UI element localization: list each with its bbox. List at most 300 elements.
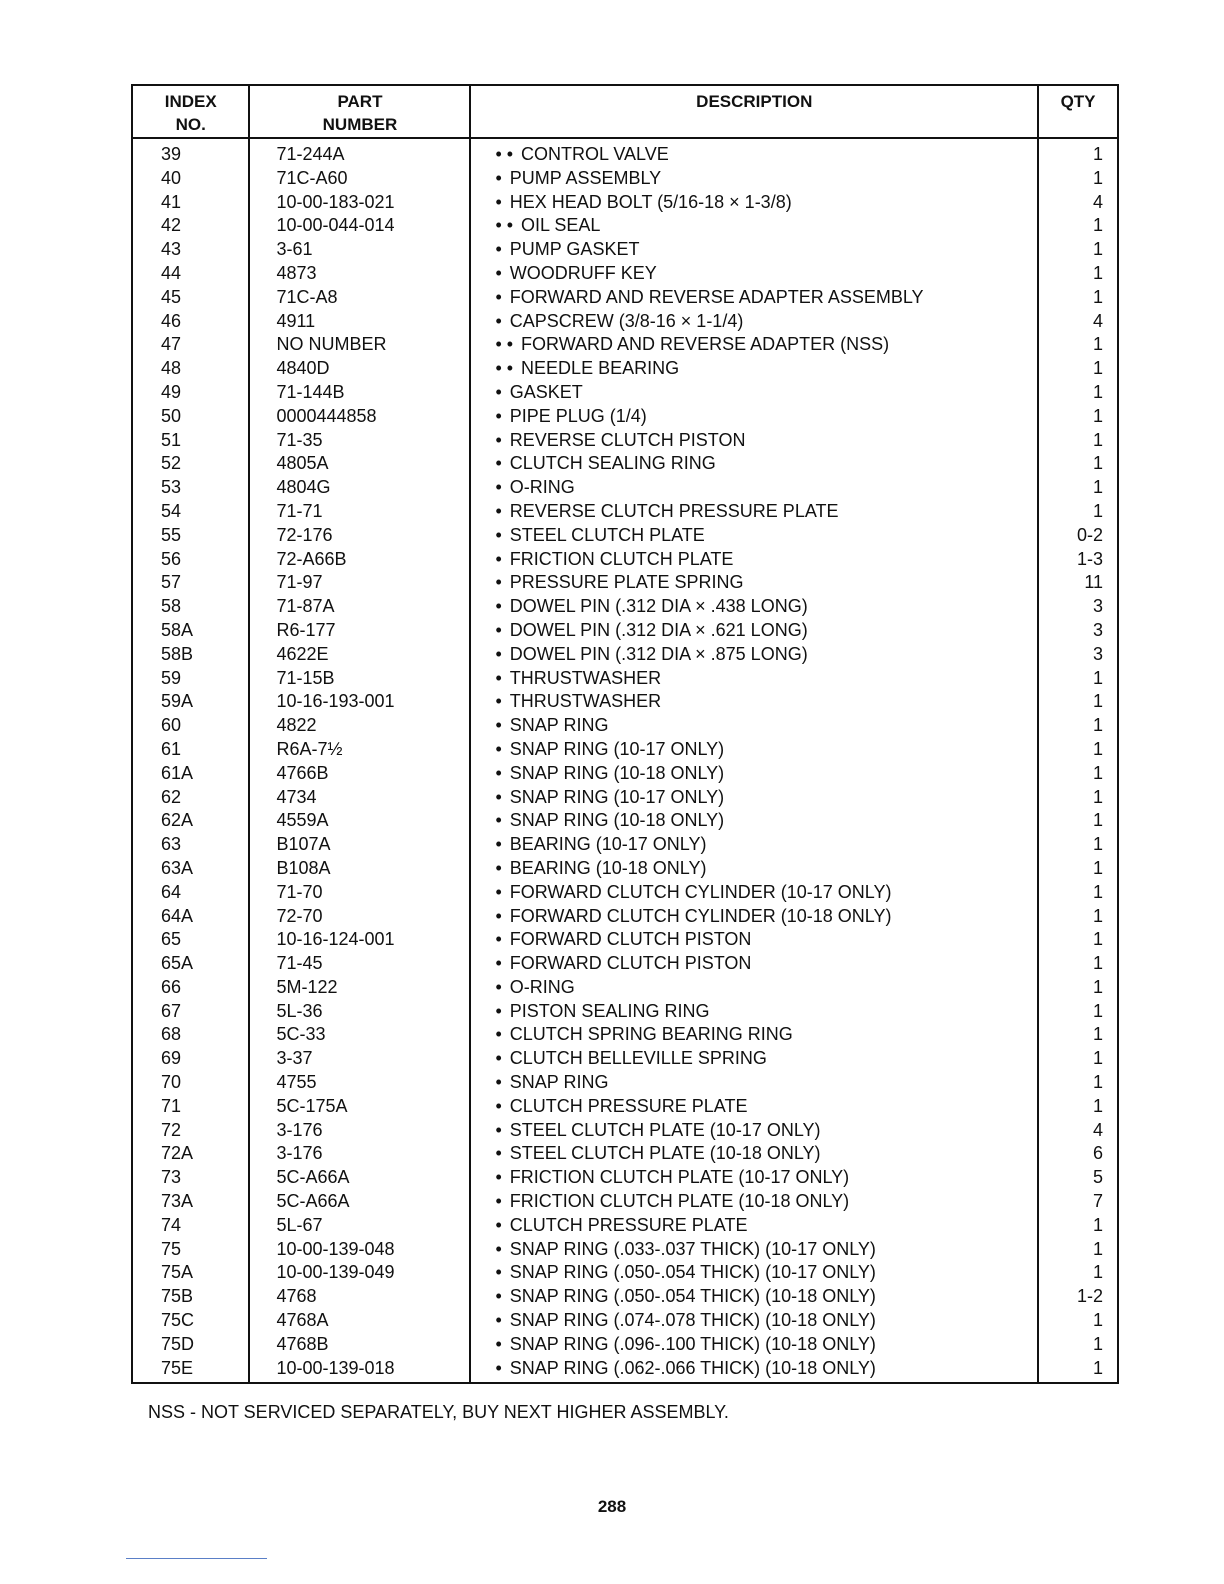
description	[470, 1309, 1038, 1333]
bullet-marker: •	[495, 786, 502, 807]
quantity: 1	[1038, 1261, 1118, 1285]
table-row	[132, 1119, 1118, 1143]
index-no: 50	[132, 405, 249, 429]
part-number: 4873	[249, 262, 470, 286]
part-number: 4766B	[249, 762, 470, 786]
bullet-marker: • •	[495, 144, 514, 164]
description	[470, 310, 1038, 334]
index-no: 66	[132, 976, 249, 1000]
quantity: 1-3	[1038, 548, 1118, 572]
description	[470, 738, 1038, 762]
quantity: 4	[1038, 1119, 1118, 1143]
bullet-marker: •	[495, 953, 502, 974]
part-number: 4768	[249, 1285, 470, 1309]
bullet-marker: •	[495, 738, 502, 759]
description	[470, 452, 1038, 476]
part-number: 71-70	[249, 881, 470, 905]
index-no: 75	[132, 1238, 249, 1262]
index-no: 62A	[132, 809, 249, 833]
index-no: 67	[132, 1000, 249, 1024]
bullet-marker: •	[495, 500, 502, 521]
part-number: 71-71	[249, 500, 470, 524]
part-number: 10-00-139-018	[249, 1357, 470, 1384]
description-text: PRESSURE PLATE SPRING	[509, 572, 744, 593]
description-text: STEEL CLUTCH PLATE (10-18 ONLY)	[509, 1143, 821, 1164]
description-text: O-RING	[509, 477, 575, 498]
description-text: FORWARD CLUTCH PISTON	[509, 953, 752, 974]
table-row	[132, 976, 1118, 1000]
index-no: 64A	[132, 905, 249, 929]
quantity: 1	[1038, 1309, 1118, 1333]
bullet-marker: •	[495, 1048, 502, 1069]
description-text: SNAP RING	[509, 715, 609, 736]
description	[470, 1047, 1038, 1071]
description-text: DOWEL PIN (.312 DIA × .438 LONG)	[509, 596, 808, 617]
bullet-marker: •	[495, 1310, 502, 1331]
part-number: 5L-36	[249, 1000, 470, 1024]
description	[470, 762, 1038, 786]
bullet-marker: •	[495, 167, 502, 188]
bullet-marker: •	[495, 572, 502, 593]
index-no: 60	[132, 714, 249, 738]
description-text: STEEL CLUTCH PLATE (10-17 ONLY)	[509, 1119, 821, 1140]
bullet-marker: • •	[495, 215, 514, 236]
quantity: 1	[1038, 429, 1118, 453]
table-row	[132, 1190, 1118, 1214]
description-text: BEARING (10-18 ONLY)	[509, 857, 707, 878]
part-number: 71-244A	[249, 138, 470, 167]
bullet-marker: •	[495, 1238, 502, 1259]
part-number: 4622E	[249, 643, 470, 667]
description-text: NEEDLE BEARING	[521, 358, 680, 379]
description	[470, 138, 1038, 167]
description-text: SNAP RING (.074-.078 THICK) (10-18 ONLY)	[509, 1310, 876, 1331]
description-text: FRICTION CLUTCH PLATE	[509, 548, 734, 569]
description-text: HEX HEAD BOLT (5/16-18 × 1-3/8)	[509, 191, 792, 212]
table-row	[132, 809, 1118, 833]
table-row	[132, 1238, 1118, 1262]
bottom-rule	[126, 1558, 267, 1559]
description	[470, 167, 1038, 191]
description-text: O-RING	[509, 976, 575, 997]
bullet-marker: •	[495, 453, 502, 474]
quantity: 1	[1038, 1238, 1118, 1262]
description-text: SNAP RING (.050-.054 THICK) (10-18 ONLY)	[509, 1286, 876, 1307]
description	[470, 1357, 1038, 1384]
description-text: FRICTION CLUTCH PLATE (10-17 ONLY)	[509, 1167, 850, 1188]
part-number: B108A	[249, 857, 470, 881]
index-no: 44	[132, 262, 249, 286]
quantity: 1	[1038, 762, 1118, 786]
description	[470, 381, 1038, 405]
description-text: CONTROL VALVE	[521, 144, 669, 164]
part-number: 71C-A8	[249, 286, 470, 310]
part-number: 10-16-193-001	[249, 690, 470, 714]
quantity: 1	[1038, 1095, 1118, 1119]
part-number: 5M-122	[249, 976, 470, 1000]
bullet-marker: •	[495, 477, 502, 498]
table-row	[132, 357, 1118, 381]
header-part-line1: PART	[337, 92, 383, 111]
description-text: SNAP RING (.062-.066 THICK) (10-18 ONLY)	[509, 1357, 876, 1378]
part-number: 4822	[249, 714, 470, 738]
table-row	[132, 452, 1118, 476]
quantity: 1	[1038, 405, 1118, 429]
bullet-marker: •	[495, 834, 502, 855]
part-number: 4768A	[249, 1309, 470, 1333]
table-row	[132, 952, 1118, 976]
description	[470, 1071, 1038, 1095]
part-number: 4755	[249, 1071, 470, 1095]
description-text: FORWARD CLUTCH CYLINDER (10-18 ONLY)	[509, 905, 892, 926]
table-row	[132, 1000, 1118, 1024]
bullet-marker: •	[495, 239, 502, 260]
description-text: THRUSTWASHER	[509, 667, 662, 688]
index-no: 51	[132, 429, 249, 453]
bullet-marker: •	[495, 429, 502, 450]
table-row	[132, 524, 1118, 548]
footnote: NSS - NOT SERVICED SEPARATELY, BUY NEXT HIGHER ASSEMBLY.	[148, 1402, 729, 1422]
quantity: 1	[1038, 881, 1118, 905]
bullet-marker: •	[495, 1000, 502, 1021]
quantity: 1	[1038, 1214, 1118, 1238]
bullet-marker: •	[495, 1191, 502, 1212]
bullet-marker: •	[495, 643, 502, 664]
part-number: 71-15B	[249, 667, 470, 691]
part-number: 3-176	[249, 1119, 470, 1143]
description	[470, 429, 1038, 453]
table-row	[132, 833, 1118, 857]
description-text: FORWARD CLUTCH CYLINDER (10-17 ONLY)	[509, 881, 892, 902]
description	[470, 1214, 1038, 1238]
description	[470, 191, 1038, 215]
part-number: 3-37	[249, 1047, 470, 1071]
quantity: 1	[1038, 286, 1118, 310]
index-no: 75D	[132, 1333, 249, 1357]
header-part-number	[249, 85, 470, 138]
part-number: 71-144B	[249, 381, 470, 405]
description-text: SNAP RING (.050-.054 THICK) (10-17 ONLY)	[509, 1262, 876, 1283]
description	[470, 1166, 1038, 1190]
table-row	[132, 928, 1118, 952]
bullet-marker: •	[495, 857, 502, 878]
description-text: SNAP RING (10-18 ONLY)	[509, 762, 725, 783]
quantity: 1	[1038, 500, 1118, 524]
table-row	[132, 262, 1118, 286]
description	[470, 524, 1038, 548]
quantity: 1	[1038, 786, 1118, 810]
table-row	[132, 500, 1118, 524]
index-no: 61	[132, 738, 249, 762]
index-no: 71	[132, 1095, 249, 1119]
bullet-marker: •	[495, 1024, 502, 1045]
bullet-marker: •	[495, 1357, 502, 1378]
part-number: 71-97	[249, 571, 470, 595]
index-no: 57	[132, 571, 249, 595]
quantity: 1	[1038, 138, 1118, 167]
table-row	[132, 1261, 1118, 1285]
index-no: 64	[132, 881, 249, 905]
quantity: 1	[1038, 238, 1118, 262]
quantity: 7	[1038, 1190, 1118, 1214]
description-text: FORWARD AND REVERSE ADAPTER (NSS)	[521, 334, 890, 355]
quantity: 3	[1038, 619, 1118, 643]
description	[470, 262, 1038, 286]
table-row	[132, 381, 1118, 405]
header-index-line1: INDEX	[164, 92, 217, 111]
description	[470, 214, 1038, 238]
quantity: 11	[1038, 571, 1118, 595]
quantity: 1	[1038, 714, 1118, 738]
index-no: 58	[132, 595, 249, 619]
quantity: 1	[1038, 833, 1118, 857]
part-number: 3-176	[249, 1142, 470, 1166]
bullet-marker: •	[495, 976, 502, 997]
table-row	[132, 881, 1118, 905]
bullet-marker: •	[495, 286, 502, 307]
description-text: DOWEL PIN (.312 DIA × .621 LONG)	[509, 619, 808, 640]
index-no: 48	[132, 357, 249, 381]
part-number: R6A-7½	[249, 738, 470, 762]
table-header-row	[132, 85, 1118, 138]
bullet-marker: •	[495, 524, 502, 545]
bullet-marker: •	[495, 1143, 502, 1164]
description-text: CLUTCH PRESSURE PLATE	[509, 1095, 748, 1116]
table-row	[132, 643, 1118, 667]
description	[470, 1095, 1038, 1119]
bullet-marker: •	[495, 1119, 502, 1140]
description-text: PIPE PLUG (1/4)	[509, 405, 647, 426]
part-number: 0000444858	[249, 405, 470, 429]
description	[470, 643, 1038, 667]
quantity: 1	[1038, 1071, 1118, 1095]
index-no: 74	[132, 1214, 249, 1238]
bullet-marker: •	[495, 619, 502, 640]
index-no: 40	[132, 167, 249, 191]
description	[470, 1000, 1038, 1024]
quantity: 1	[1038, 452, 1118, 476]
table-row	[132, 738, 1118, 762]
description	[470, 881, 1038, 905]
index-no: 46	[132, 310, 249, 334]
table-row	[132, 571, 1118, 595]
quantity: 1	[1038, 1047, 1118, 1071]
index-no: 52	[132, 452, 249, 476]
index-no: 53	[132, 476, 249, 500]
table-row	[132, 191, 1118, 215]
index-no: 63	[132, 833, 249, 857]
bullet-marker: •	[495, 262, 502, 283]
part-number: 10-00-139-049	[249, 1261, 470, 1285]
table-row	[132, 667, 1118, 691]
part-number: 10-00-183-021	[249, 191, 470, 215]
index-no: 49	[132, 381, 249, 405]
part-number: 71-45	[249, 952, 470, 976]
part-number: 4768B	[249, 1333, 470, 1357]
description	[470, 476, 1038, 500]
index-no: 45	[132, 286, 249, 310]
description	[470, 1190, 1038, 1214]
bullet-marker: •	[495, 881, 502, 902]
description-text: CLUTCH BELLEVILLE SPRING	[509, 1048, 767, 1069]
table-body	[132, 138, 1118, 1383]
bullet-marker: •	[495, 191, 502, 212]
index-no: 58B	[132, 643, 249, 667]
table-row	[132, 548, 1118, 572]
description	[470, 357, 1038, 381]
quantity: 1	[1038, 333, 1118, 357]
description	[470, 238, 1038, 262]
description	[470, 1142, 1038, 1166]
table-row	[132, 167, 1118, 191]
header-index-line2: NO.	[175, 115, 206, 134]
index-no: 75C	[132, 1309, 249, 1333]
description	[470, 976, 1038, 1000]
index-no: 39	[132, 138, 249, 167]
index-no: 70	[132, 1071, 249, 1095]
index-no: 42	[132, 214, 249, 238]
description	[470, 905, 1038, 929]
quantity: 1	[1038, 809, 1118, 833]
description	[470, 595, 1038, 619]
table-row	[132, 310, 1118, 334]
table-row	[132, 214, 1118, 238]
bullet-marker: •	[495, 310, 502, 331]
index-no: 65	[132, 928, 249, 952]
quantity: 1	[1038, 1000, 1118, 1024]
description-text: FORWARD AND REVERSE ADAPTER ASSEMBLY	[509, 286, 924, 307]
table-row	[132, 690, 1118, 714]
table-row	[132, 1023, 1118, 1047]
table-row	[132, 238, 1118, 262]
bullet-marker: •	[495, 1095, 502, 1116]
description	[470, 1261, 1038, 1285]
description-text: PUMP ASSEMBLY	[509, 167, 662, 188]
bullet-marker: •	[495, 381, 502, 402]
quantity: 1	[1038, 1023, 1118, 1047]
description	[470, 809, 1038, 833]
description	[470, 690, 1038, 714]
index-no: 59A	[132, 690, 249, 714]
bullet-marker: •	[495, 691, 502, 712]
description-text: CLUTCH SPRING BEARING RING	[509, 1024, 793, 1045]
index-no: 47	[132, 333, 249, 357]
quantity: 1	[1038, 976, 1118, 1000]
table-row	[132, 429, 1118, 453]
description	[470, 1023, 1038, 1047]
index-no: 62	[132, 786, 249, 810]
part-number: 5L-67	[249, 1214, 470, 1238]
description-text: CLUTCH SEALING RING	[509, 453, 716, 474]
quantity: 1	[1038, 167, 1118, 191]
index-no: 65A	[132, 952, 249, 976]
table-row	[132, 1309, 1118, 1333]
part-number: 4911	[249, 310, 470, 334]
description-text: REVERSE CLUTCH PRESSURE PLATE	[509, 500, 839, 521]
part-number: 71-87A	[249, 595, 470, 619]
description	[470, 1285, 1038, 1309]
description-text: GASKET	[509, 381, 583, 402]
index-no: 63A	[132, 857, 249, 881]
part-number: 72-A66B	[249, 548, 470, 572]
part-number: 71C-A60	[249, 167, 470, 191]
index-no: 75E	[132, 1357, 249, 1384]
index-no: 55	[132, 524, 249, 548]
bullet-marker: •	[495, 1333, 502, 1354]
quantity: 1	[1038, 928, 1118, 952]
description	[470, 500, 1038, 524]
bullet-marker: •	[495, 1262, 502, 1283]
table-row	[132, 857, 1118, 881]
description-text: REVERSE CLUTCH PISTON	[509, 429, 746, 450]
table-row	[132, 1095, 1118, 1119]
header-qty: QTY	[1038, 85, 1118, 138]
bullet-marker: •	[495, 905, 502, 926]
table-row	[132, 595, 1118, 619]
bullet-marker: •	[495, 548, 502, 569]
description	[470, 667, 1038, 691]
description-text: THRUSTWASHER	[509, 691, 662, 712]
header-index	[132, 85, 249, 138]
quantity: 1	[1038, 1333, 1118, 1357]
bullet-marker: •	[495, 762, 502, 783]
table-row	[132, 1214, 1118, 1238]
quantity: 5	[1038, 1166, 1118, 1190]
index-no: 75B	[132, 1285, 249, 1309]
index-no: 41	[132, 191, 249, 215]
description	[470, 548, 1038, 572]
bullet-marker: •	[495, 715, 502, 736]
part-number: 5C-A66A	[249, 1166, 470, 1190]
description	[470, 286, 1038, 310]
part-number: 71-35	[249, 429, 470, 453]
description-text: STEEL CLUTCH PLATE	[509, 524, 705, 545]
bullet-marker: •	[495, 1072, 502, 1093]
part-number: 10-00-044-014	[249, 214, 470, 238]
description-text: PUMP GASKET	[509, 239, 640, 260]
quantity: 1	[1038, 214, 1118, 238]
quantity: 3	[1038, 643, 1118, 667]
description-text: WOODRUFF KEY	[509, 262, 657, 283]
table-row	[132, 1047, 1118, 1071]
quantity: 1	[1038, 952, 1118, 976]
description	[470, 714, 1038, 738]
table-row	[132, 1071, 1118, 1095]
part-number: 4734	[249, 786, 470, 810]
quantity: 1	[1038, 381, 1118, 405]
description	[470, 857, 1038, 881]
bullet-marker: •	[495, 810, 502, 831]
bullet-marker: •	[495, 1214, 502, 1235]
header-description: DESCRIPTION	[470, 85, 1038, 138]
description-text: OIL SEAL	[521, 215, 601, 236]
table-row	[132, 714, 1118, 738]
description	[470, 786, 1038, 810]
description	[470, 405, 1038, 429]
part-number: 10-00-139-048	[249, 1238, 470, 1262]
description	[470, 1238, 1038, 1262]
part-number: 5C-33	[249, 1023, 470, 1047]
parts-table	[131, 84, 1119, 1384]
part-number: NO NUMBER	[249, 333, 470, 357]
quantity: 1-2	[1038, 1285, 1118, 1309]
table-row	[132, 619, 1118, 643]
bullet-marker: • •	[495, 358, 514, 379]
part-number: R6-177	[249, 619, 470, 643]
bullet-marker: •	[495, 405, 502, 426]
part-number: 4805A	[249, 452, 470, 476]
description-text: BEARING (10-17 ONLY)	[509, 834, 707, 855]
